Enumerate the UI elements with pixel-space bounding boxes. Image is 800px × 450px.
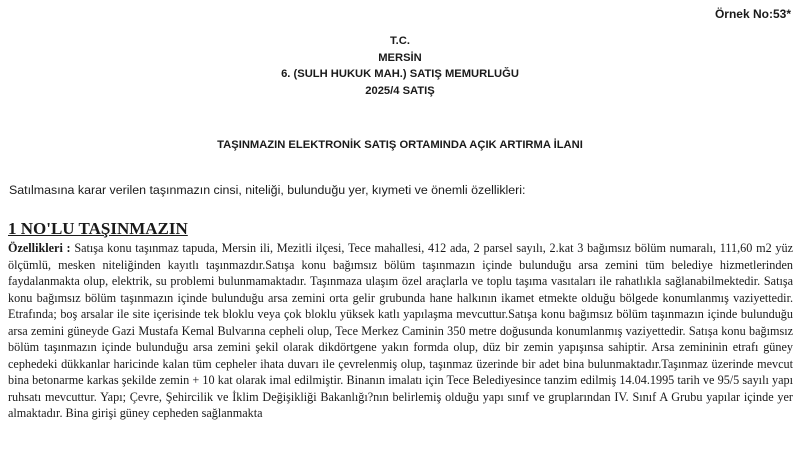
header-office: 6. (SULH HUKUK MAH.) SATIŞ MEMURLUĞU	[281, 68, 519, 80]
header-country: T.C.	[390, 35, 410, 47]
header-file-number: 2025/4 SATIŞ	[365, 84, 435, 97]
property-description	[8, 240, 793, 422]
header-city: MERSİN	[378, 51, 422, 64]
sample-number: Örnek No:53*	[714, 7, 791, 21]
intro-text: Satılmasına karar verilen taşınmazın cinsi, niteliği, bulunduğu yer, kıymeti ve önemli özellikleri:	[9, 183, 526, 197]
document-header	[0, 33, 800, 99]
features-text: Satışa konu taşınmaz tapuda, Mersin ili, Mezitli ilçesi, Tece mahallesi, 412 ada, 2 parsel sayılı, 2.kat 3 bağımsız bölüm numaralı, 111,60 m2 yüz ölçümlü, mesken niteliğinden kayıtlı taşınmazdır.Satışa konu bağımsız bölüm taşınmazın içinde bulunduğu arsa zemini tüm belediye hizmetlerinden faydalanmakta olup, elektrik, su problemi bulunmamaktadır. Taşınmaza ulaşım özel araçlarla ve toplu taşıma vasıtaları ile rahatlıkla sağlanabilmektedir. Satışa konu bağımsız bölüm taşınmazın içinde bulunduğu arsa zemini orta gelir grubunda hane halkının ikamet etmekte olduğu bölgede konumlanmış vaziyettedir. Etrafında; boş arsalar ile site içerisinde tek bloklu veya çok bloklu yüksek katlı yapılaşma mevcuttur.Satışa konu bağımsız bölüm taşınmazın içinde bulunduğu arsa zemini güneyde Gazi Mustafa Kemal Bulvarına cepheli olup, Tece Merkez Caminin 350 metre doğusunda konumlanmış vaziyettedir. Satışa konu bağımsız bölüm taşınmazın içinde bulunduğu arsa zemini şekil olarak dikdörtgene yakın formda olup, düz bir zemin yapışınsa sahiptir. Arsa zemininin etrafı güney cephedeki dükkanlar haricinde kalan tüm cepheler ihata duvarı ile çevrelenmiş olup, taşınmaz üzerinde bir adet bina bulunmaktadır.Taşınmaz üzerinde mevcut bina betonarme karkas şekilde zemin + 10 kat olarak imal edilmiştir. Binanın imalatı için Tece Belediyesince tanzim edilmiş 14.04.1995 tarih ve 95/5 sayılı yapı ruhsatı mevcuttur. Yapı; Çevre, Şehircilik ve İklim Değişikliği Bakanlığı?nın belirlemiş olduğu yapı sınıf ve gruplarından IV. Sınıf A Grubu yapılar içinde yer almaktadır. Bina girişi güney cepheden sağlanmakta	[8, 241, 793, 420]
property-heading: 1 NO'LU TAŞINMAZIN	[8, 219, 188, 238]
features-label: Özellikleri :	[8, 241, 71, 255]
notice-title: TAŞINMAZIN ELEKTRONİK SATIŞ ORTAMINDA AÇIK ARTIRMA İLANI	[217, 139, 583, 151]
